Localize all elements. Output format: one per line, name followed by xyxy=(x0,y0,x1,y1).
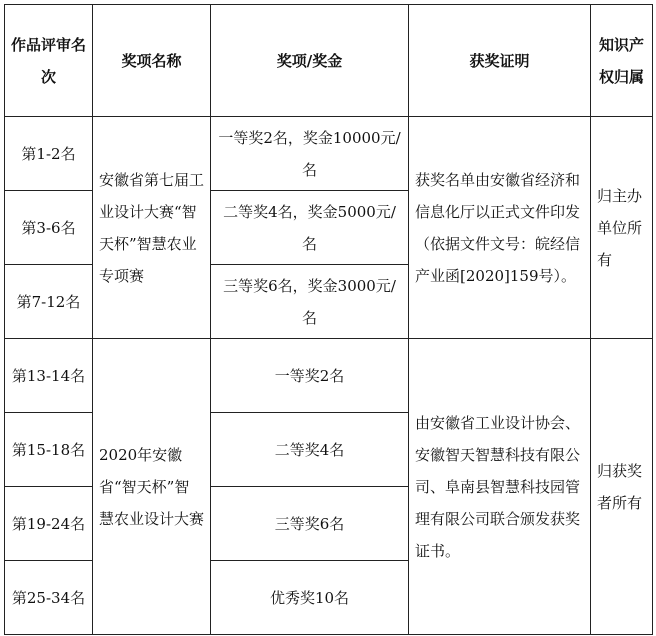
rank-cell: 第13-14名 xyxy=(5,339,93,413)
prize-cell: 二等奖4名，奖金5000元/名 xyxy=(211,191,409,265)
header-award-prize: 奖项/奖金 xyxy=(211,5,409,117)
prize-cell: 优秀奖10名 xyxy=(211,561,409,635)
header-ip: 知识产权归属 xyxy=(591,5,653,117)
table-row xyxy=(5,339,653,413)
rank-cell: 第1-2名 xyxy=(5,117,93,191)
rank-cell: 第3-6名 xyxy=(5,191,93,265)
header-award-name: 奖项名称 xyxy=(93,5,211,117)
prize-cell: 一等奖2名，奖金10000元/名 xyxy=(211,117,409,191)
table-row xyxy=(5,117,653,191)
certificate-cell: 由安徽省工业设计协会、安徽智天智慧科技有限公司、阜南县智慧科技园管理有限公司联合颁发获奖证书。 xyxy=(409,339,591,635)
header-row xyxy=(5,5,653,117)
prize-cell: 一等奖2名 xyxy=(211,339,409,413)
header-certificate: 获奖证明 xyxy=(409,5,591,117)
rank-cell: 第19-24名 xyxy=(5,487,93,561)
certificate-cell: 获奖名单由安徽省经济和信息化厅以正式文件印发（依据文件文号：皖经信产业函[2020]159号）。 xyxy=(409,117,591,339)
rank-cell: 第7-12名 xyxy=(5,265,93,339)
ip-cell: 归获奖者所有 xyxy=(591,339,653,635)
award-name-cell: 安徽省第七届工业设计大赛“智天杯”智慧农业专项赛 xyxy=(93,117,211,339)
prize-cell: 二等奖4名 xyxy=(211,413,409,487)
ip-cell: 归主办单位所有 xyxy=(591,117,653,339)
prize-cell: 三等奖6名，奖金3000元/名 xyxy=(211,265,409,339)
award-name-cell: 2020年安徽省“智天杯”智慧农业设计大赛 xyxy=(93,339,211,635)
rank-cell: 第15-18名 xyxy=(5,413,93,487)
prize-cell: 三等奖6名 xyxy=(211,487,409,561)
award-table xyxy=(4,4,653,635)
header-rank: 作品评审名次 xyxy=(5,5,93,117)
rank-cell: 第25-34名 xyxy=(5,561,93,635)
